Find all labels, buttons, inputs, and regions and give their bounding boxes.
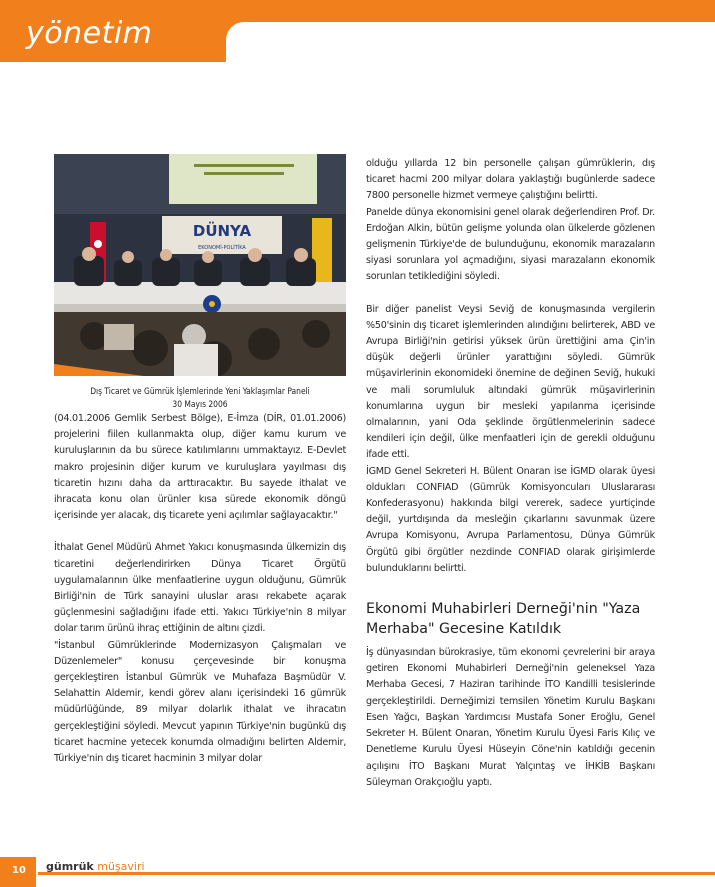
left-column <box>54 411 346 767</box>
left-paragraph-3: "İstanbul Gümrüklerinde Modernizasyon Çalışmaları ve Düzenlemeler" konusu çerçevesinde bir konuşma gerçekleştiren İstanbul Gümrük ve Muhafaza Başmüdür V. Selahattin Aldemir, kendi görev alanı içerisindeki 16 gümrük müdürlüğünde, 89 milyar dolarlık ithalat ve ihracatın gerçekleştiğini söyledi. Mevcut yapının Türkiye'nin bugünkü dış ticaret hacmine yetecek konumda olmadığını belirten Aldemir, Türkiye'nin dış ticaret hacminin 3 milyar dolar <box>54 639 346 765</box>
magazine-logo <box>46 860 145 873</box>
section-title: yönetim <box>26 16 153 51</box>
right-paragraph-5: İş dünyasından bürokrasiye, tüm ekonomi çevrelerini bir araya getiren Ekonomi Muhabirleri Derneği'nin geleneksel Yaza Merhaba Gecesi, 7 Haziran tarihinde İTO Kandilli tesislerinde gerçekleştirildi. Derneğimizi temsilen Yönetim Kurulu Başkanı Esen Yağcı, Başkan Yardımcısı Mustafa Soner Eroğlu, Genel Sekreter H. Bülent Onaran, Yönetim Kurulu Üyesi Faris Kılıç ve Denetleme Kurulu Üyesi Hüseyin Cöne'nin katıldığı gecenin açılışını İTO Başkanı Murat Yalçıntaş ve İHKİB Başkanı Süleyman Orakçıoğlu yaptı. <box>366 647 655 788</box>
banner-text: DÜNYA <box>192 222 252 240</box>
caption-line-1: Dış Ticaret ve Gümrük İşlemlerinde Yeni Yaklaşımlar Paneli <box>90 386 310 396</box>
logo-light-text: müşaviri <box>97 860 145 873</box>
header-tab-cutout <box>226 22 715 62</box>
right-paragraph-1: olduğu yıllarda 12 bin personelle çalışan gümrüklerin, dış ticaret hacmi 200 milyar dolara yaklaştığı bugünlerde sadece 7800 personelle hizmet vermeye çalıştığını belirtti. <box>366 158 655 202</box>
section-heading: Ekonomi Muhabirleri Derneği'nin "Yaza Merhaba" Gecesine Katıldık <box>366 601 641 638</box>
paragraph-gap <box>366 286 655 302</box>
right-paragraph-2: Panelde dünya ekonomisini genel olarak değerlendiren Prof. Dr. Erdoğan Alkin, bütün gelişme yolunda olan ülkelerde gözlenen gelişmenin Türkiye'de de bulunduğunu, ekonomik marazaların siyasi sorunlara yol açmadığını, siyasi marazaların ekonomik sorunları tetiklediğini söyledi. <box>366 206 655 283</box>
right-column <box>366 156 655 791</box>
banner-subtext: EKONOMİ-POLİTİKA <box>198 245 246 251</box>
right-paragraph-4: İGMD Genel Sekreteri H. Bülent Onaran ise İGMD olarak üyesi oldukları CONFIAD (Gümrük Komisyoncuları Uluslararası Konfederasyonu) hakkında bilgi vererek, sadece yurtiçinde değil, yurtdışında da mesleğin çıkarlarını savunmak üzere Avrupa Komisyonu, Avrupa Parlamentosu, Dünya Gümrük Örgütü gibi örgütler nezdinde CONFIAD olarak girişimlerde bulunduklarını belirtti. <box>366 465 655 574</box>
panel-photo <box>54 154 346 376</box>
left-paragraph-1: (04.01.2006 Gemlik Serbest Bölge), E-İmza (DİR, 01.01.2006) projelerini fiilen kullanmakta olup, diğer kamu kurum ve kuruluşlarının da bu sürece katılımlarını ummaktayız. E-Devlet makro projesinin diğer kurum ve kuruluşlara yayılması dış ticaretin hızını daha da arttıracaktır. Bu sayede ithalat ve ihracata konu olan ürünler kısa sürede ekonomik döngü içerisinde yer alacak, dış ticarete yeni açılımlar sağlayacaktır." <box>54 413 346 522</box>
right-paragraph-3: Bir diğer panelist Veysi Seviğ de konuşmasında vergilerin %50'sinin dış ticaret işlemlerinden alındığını belirterek, ABD ve Avrupa Birliği'nin getirisi yüksek ürün ürettiğini ama Çin'in düşük değerli ürünler yarattığını söyledi. Gümrük müşavirlerinin ekonomideki önemine de değinen Seviğ, hukuki ve mali sorumluluk altındaki gümrük müşavirlerinin konumlarına uygun bir mesleki yapılanma içerisinde olmalarının, yani Oda şeklinde örgütlenmelerinin sadece kendileri için değil, ülke menfaatleri için de gerekli olduğunu ifade etti. <box>366 303 655 461</box>
paragraph-gap <box>366 577 655 593</box>
left-paragraph-2: İthalat Genel Müdürü Ahmet Yakıcı konuşmasında ülkemizin dış ticaretini değerlendirirken Dünya Ticaret Örgütü uygulamalarının ülke menfaatlerine uygun olduğunu, Gümrük Birliği'nin de Türk sanayini uluslar arası rekabete açarak güçlenmesini sağladığını ifade etti. Yakıcı Türkiye'nin 8 milyar dolar tarım ürünü ihraç ettiğinin de altını çizdi. <box>54 542 346 635</box>
photo-caption <box>54 385 346 411</box>
page-number: 10 <box>0 857 36 887</box>
paragraph-gap <box>54 524 346 540</box>
caption-line-2: 30 Mayıs 2006 <box>172 399 228 409</box>
logo-bold-text: gümrük <box>46 860 94 873</box>
